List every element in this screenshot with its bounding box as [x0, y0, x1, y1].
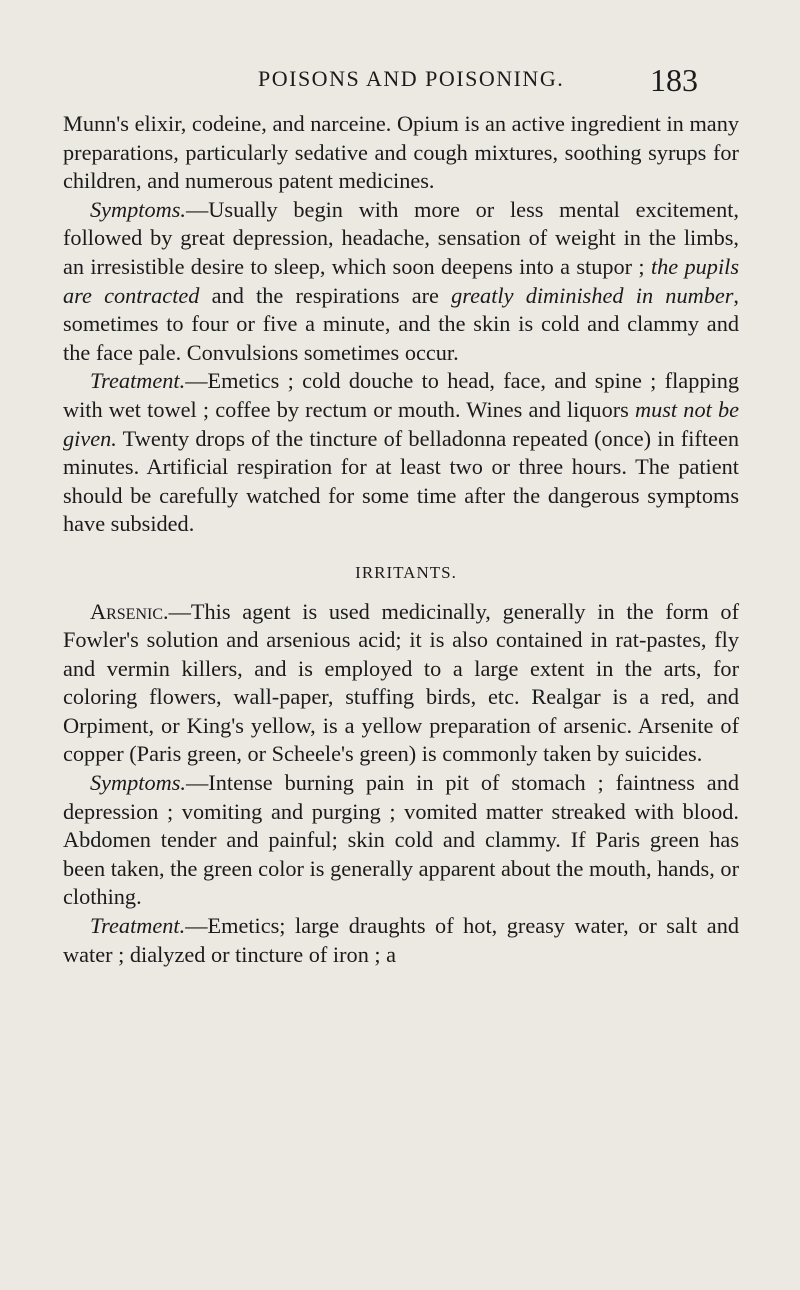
body-text [63, 110, 739, 969]
arsenic-label: Arsenic. [90, 598, 169, 624]
arsenic-text: —This agent is used medicinally, generally in the form of Fowler's solution and arsenious acid; it is also contained in rat-pastes, fly and vermin killers, and is employed to a large extent in the arts, for coloring flowers, wall-paper, stuffing birds, etc. Realgar is a red, and Orpiment, or King's yellow, is a yellow preparation of arsenic. Arsenite of copper (Paris green, or Scheele's green) is commonly taken by suicides. [63, 598, 739, 767]
arsenic-symptoms-text: —Intense burning pain in pit of stomach ; faintness and depression ; vomiting and purging ; vomited matter streaked with blood. Abdomen tender and painful; skin cold and clammy. If Paris green has been taken, the green color is generally apparent about the mouth, hands, or clothing. [63, 770, 739, 910]
opium-symptoms-emphasis-1: the pupils are contracted [63, 253, 740, 308]
opium-symptoms-emphasis-2: greatly diminished in number [451, 282, 734, 308]
opium-symptoms-text-3: , sometimes to four or five a minute, and the skin is cold and clammy and the face pale. Convulsions sometimes occur. [63, 282, 739, 365]
opium-symptoms-text-2: and the respirations are [199, 282, 452, 308]
running-head-title: POISONS AND POISONING. [258, 66, 565, 91]
opium-treatment-label: Treatment. [90, 368, 186, 394]
page-number: 183 [650, 62, 698, 98]
running-head [0, 64, 800, 104]
arsenic-symptoms-paragraph [63, 769, 739, 912]
opium-treatment-text-2: Twenty drops of the tincture of belladonna repeated (once) in fifteen minutes. Artificial respiration for at least two or three hours. The patient should be carefully watched for some time after the dangerous symptoms have subsided. [63, 425, 739, 537]
opium-symptoms-paragraph [63, 196, 739, 368]
opium-treatment-emphasis: must not be given. [63, 396, 739, 451]
section-heading-irritants: IRRITANTS. [355, 562, 457, 582]
opium-symptoms-text-1: —Usually begin with more or less mental excitement, followed by great depression, headache, sensation of weight in the limbs, an irresistible desire to sleep, which soon deepens into a stupor ; [63, 196, 739, 279]
opium-treatment-text-1: —Emetics ; cold douche to head, face, and spine ; flapping with wet towel ; coffee by rectum or mouth. Wines and liquors [63, 368, 739, 422]
arsenic-treatment-label: Treatment. [90, 913, 186, 939]
opium-intro-paragraph: Munn's elixir, codeine, and narceine. Opium is an active ingredient in many preparations, particularly sedative and cough mixtures, soothing syrups for children, and numerous patent medicines. [63, 111, 739, 194]
arsenic-paragraph [63, 598, 739, 770]
arsenic-symptoms-label: Symptoms. [90, 770, 186, 796]
arsenic-treatment-paragraph [63, 912, 739, 969]
arsenic-treatment-text: —Emetics; large draughts of hot, greasy water, or salt and water ; dialyzed or tincture of iron ; a [63, 913, 739, 967]
opium-symptoms-label: Symptoms. [90, 196, 186, 222]
opium-treatment-paragraph [63, 367, 739, 539]
